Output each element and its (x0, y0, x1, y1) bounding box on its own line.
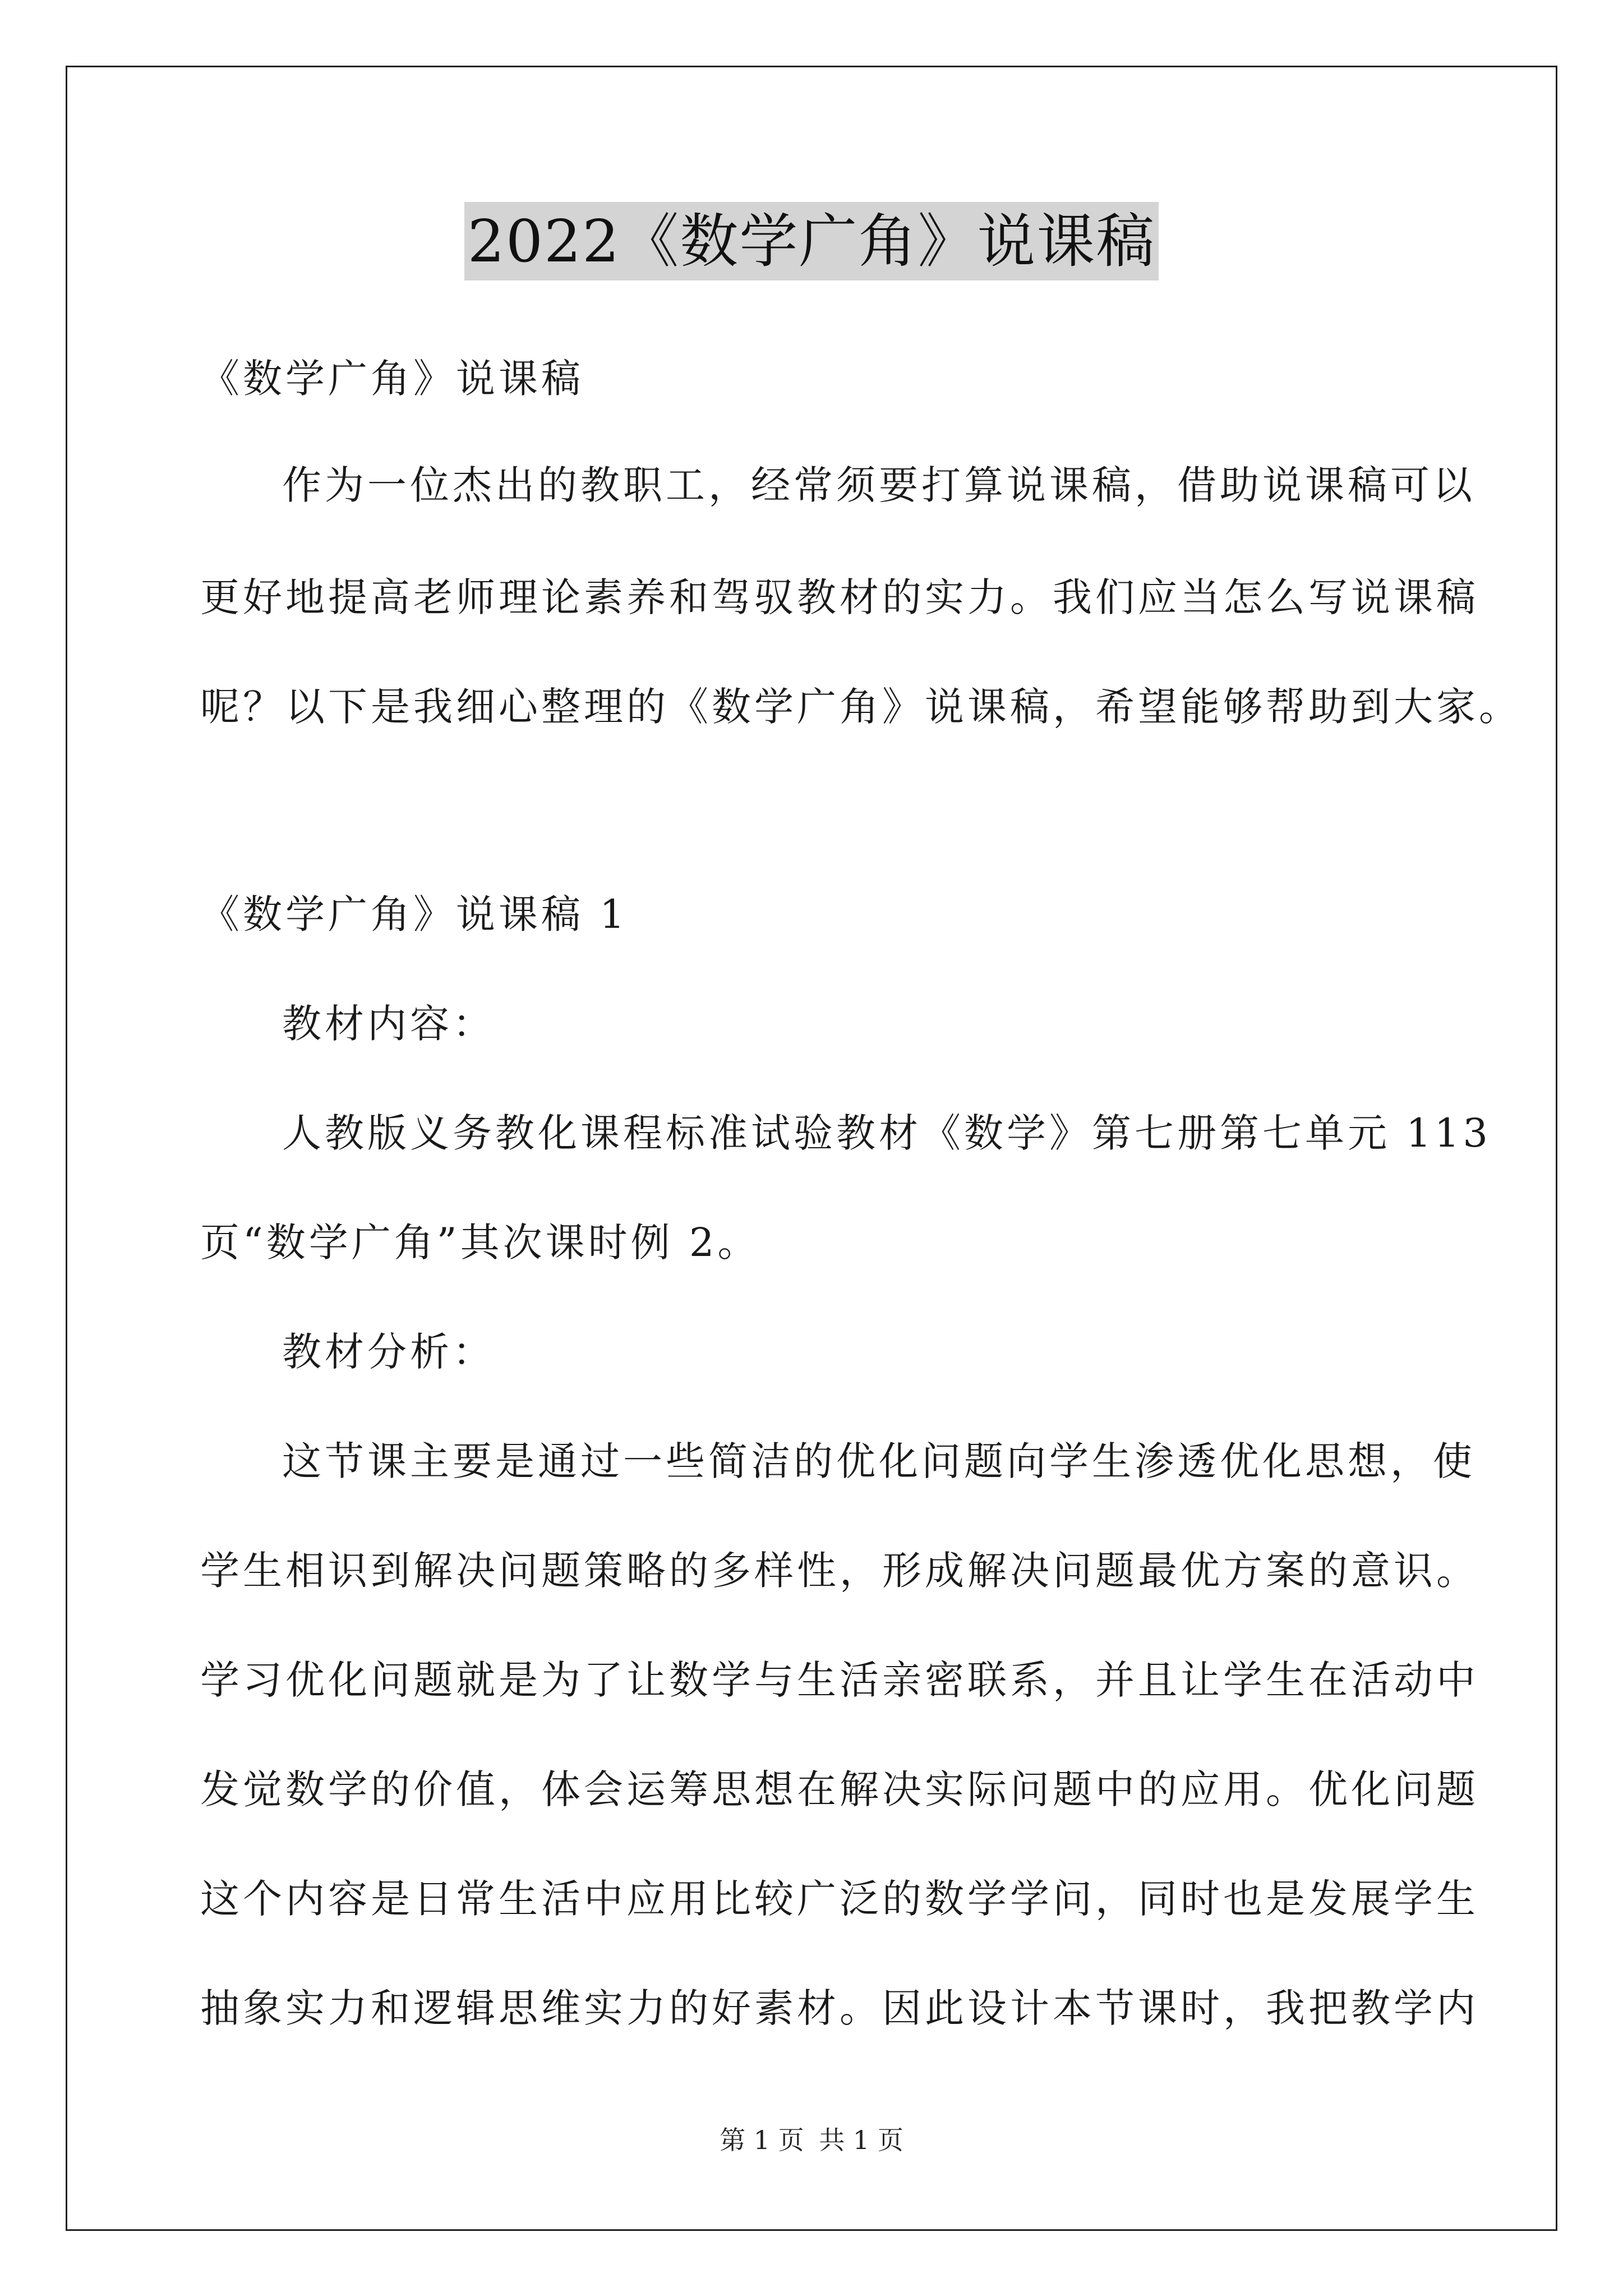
content-heading: 教材内容： (282, 1001, 495, 1047)
intro-line: 作为一位杰出的教职工，经常须要打算说课稿，借助说课稿可以 (282, 462, 1476, 508)
analysis-line: 学生相识到解决问题策略的多样性，形成解决问题最优方案的意识。 (200, 1548, 1479, 1594)
subtitle: 《数学广角》说课稿 (200, 356, 584, 402)
section-heading: 《数学广角》说课稿 1 (200, 891, 628, 937)
page-footer (0, 2123, 1623, 2157)
total-pages: 共 1 页 (819, 2125, 903, 2155)
analysis-heading: 教材分析： (282, 1329, 495, 1375)
page-number: 第 1 页 (720, 2125, 804, 2155)
content-line: 页“数学广角”其次课时例 2。 (200, 1220, 760, 1266)
intro-line: 更好地提高老师理论素养和驾驭教材的实力。我们应当怎么写说课稿 (200, 574, 1479, 620)
analysis-line: 这节课主要是通过一些简洁的优化问题向学生渗透优化思想，使 (282, 1438, 1476, 1484)
analysis-line: 抽象实力和逻辑思维实力的好素材。因此设计本节课时，我把教学内 (200, 1985, 1479, 2031)
analysis-line: 学习优化问题就是为了让数学与生活亲密联系，并且让学生在活动中 (200, 1657, 1479, 1703)
intro-line: 呢？以下是我细心整理的《数学广角》说课稿，希望能够帮助到大家。 (200, 684, 1521, 730)
title-container (0, 202, 1623, 280)
content-line: 人教版义务教化课程标准试验教材《数学》第七册第七单元 113 (282, 1110, 1491, 1156)
analysis-line: 这个内容是日常生活中应用比较广泛的数学学问，同时也是发展学生 (200, 1876, 1479, 1922)
analysis-line: 发觉数学的价值，体会运筹思想在解决实际问题中的应用。优化问题 (200, 1766, 1479, 1812)
document-title: 2022《数学广角》说课稿 (464, 202, 1159, 280)
